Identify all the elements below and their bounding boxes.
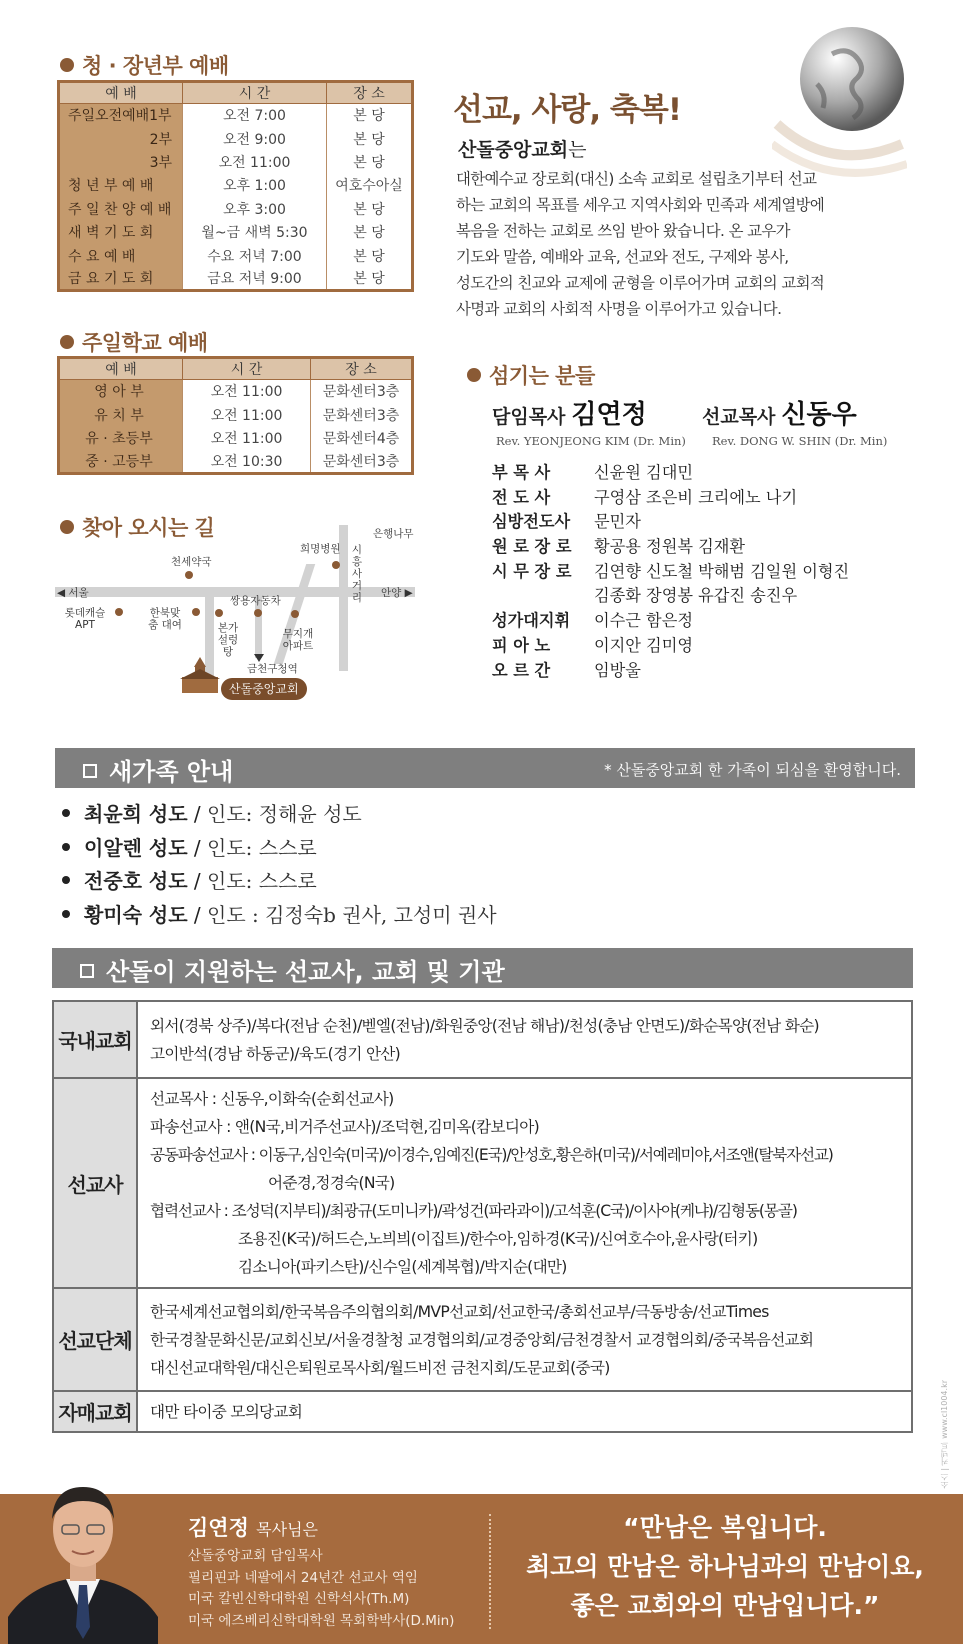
table-row: 유 · 초등부 오전 11:00 문화센터4층	[59, 426, 413, 449]
youth-worship-title: 청 · 장년부 예배	[60, 50, 229, 80]
table-row	[53, 1288, 912, 1391]
intro-headline: 선교, 사랑, 축복!	[453, 92, 681, 128]
staff-row: 김종화 장영봉 유갑진 송진우	[594, 586, 798, 606]
pastor-photo	[8, 1467, 158, 1644]
map-label-anyang: 안양 ▶	[381, 587, 413, 599]
staff-row: 전 도 사 구영삼 조은비 크리에노 나기	[492, 487, 798, 507]
senior-pastor: 담임목사 김연정	[492, 400, 647, 430]
intro-paragraph: 대한예수교 장로회(대신) 소속 교회로 설립초기부터 선교 하는 교회의 목표를 세우고 지역사회와 민족과 세계열방에 복음을 전하는 교회로 쓰임 받아 왔습니다. 온 교우가 기도와 말씀, 예배와 교육, 선교와 전도, 구제와 봉사, 성도간의 친교와 교제에 균형을 이루어가며 교회의 교회적 사명과 교회의 사회적 사명을 이루어가고 있습니다.	[456, 170, 825, 318]
map-label-church: 산돌중앙교회	[221, 678, 307, 700]
map-marker	[215, 609, 223, 617]
map-label-hanbuk: 한북맞춤 대여	[148, 607, 182, 631]
staff-title: 섬기는 분들	[467, 360, 595, 390]
map-label-ssangyong: 쌍용자동차	[230, 595, 281, 607]
bullet-dot-icon	[60, 58, 74, 72]
map-marker	[185, 571, 193, 579]
list-item: 이알렌 성도 / 인도: 스스로	[62, 832, 497, 866]
globe-icon	[772, 24, 907, 189]
map-marker	[332, 561, 340, 569]
footer-divider	[489, 1514, 491, 1629]
pastor-bio: 김연정 목사님은 산돌중앙교회 담임목사 필리핀과 네팔에서 24년간 선교사 역임 미국 칼빈신학대학원 신학석사(Th.M) 미국 에즈베리신학대학원 목회학박사(D.Min)	[188, 1512, 454, 1632]
category-sister: 자매교회	[53, 1391, 137, 1432]
new-family-bar	[55, 748, 915, 788]
footer-quote: “만남은 복입니다. 최고의 만남은 하나님과의 만남이요, 좋은 교회와의 만남입니다.”	[526, 1513, 924, 1620]
sunday-school-title: 주일학교 예배	[60, 327, 208, 357]
staff-row: 시 무 장 로 김연향 신도철 박해범 김일원 이형진	[492, 561, 850, 581]
mission-orgs: 한국세계선교협의회/한국복음주의협의회/MVP선교회/선교한국/총회선교부/극동방송/선교Times 한국경찰문화신문/교회신보/서울경찰청 교경협의회/교경중앙회/금천경찰서 교경협의회/중국복음선교회 대신선교대학원/대신은퇴원로목사회/월드비전 금천지회/도문교회(중국)	[137, 1288, 912, 1391]
category-domestic: 국내교회	[53, 1001, 137, 1078]
map-label-seoul: ◀ 서울	[57, 587, 89, 599]
staff-row: 부 목 사 신윤원 김대민	[492, 463, 693, 482]
mission-pastor: 선교목사 신동우	[702, 400, 857, 430]
map-label-lotte: 롯데캐슬 APT	[64, 607, 106, 631]
bullet-dot-icon	[60, 335, 74, 349]
table-row: 영 아 부 오전 11:00 문화센터3층	[59, 380, 413, 403]
table-row: 새 벽 기 도 회 월~금 새벽 5:30 본 당	[59, 220, 413, 243]
staff-list	[492, 459, 849, 681]
map-label-heemyung: 희명병원	[300, 543, 341, 555]
map-label-siheung: 시흥사거리	[351, 544, 363, 604]
support-bar	[52, 948, 913, 988]
staff-row: 심방전도사 문민자	[492, 512, 641, 532]
map-label-eunhaeng: 은행나무	[373, 528, 414, 540]
table-row: 2부 오전 9:00 본 당	[59, 127, 413, 150]
map-label-bonga: 본가 설렁탕	[217, 622, 239, 658]
list-item: 황미숙 성도 / 인도 : 김정숙b 권사, 고성미 권사	[62, 899, 497, 933]
table-header-row: 예 배 시 간 장 소	[59, 358, 413, 380]
table-row: 중 · 고등부 오전 10:30 문화센터3층	[59, 450, 413, 473]
sister-church: 대만 타이중 모의당교회	[137, 1391, 912, 1432]
youth-worship-table	[57, 80, 414, 292]
church-name: 산돌중앙교회	[458, 139, 569, 161]
domestic-churches: 외서(경북 상주)/복다(전남 순천)/벧엘(전남)/화원중앙(전남 해남)/천성(충남 안면도)/화순목양(전남 화순) 고이반석(경남 하동군)/육도(경기 안산)	[137, 1001, 912, 1078]
directions-title: 찾아 오시는 길	[60, 512, 214, 542]
church-building-icon	[180, 655, 220, 695]
list-item: 전중호 성도 / 인도: 스스로	[62, 865, 497, 899]
table-row: 청 년 부 예 배 오후 1:00 여호수아실	[59, 174, 413, 197]
checkbox-square-icon	[80, 964, 94, 978]
footer-banner	[0, 1494, 963, 1644]
map-label-geumcheon: 금천구청역	[247, 663, 298, 675]
support-table	[52, 1000, 913, 1433]
table-row	[53, 1391, 912, 1432]
table-row: 주 일 찬 양 예 배 오후 3:00 본 당	[59, 197, 413, 220]
list-item: 최윤희 성도 / 인도: 정해윤 성도	[62, 798, 497, 832]
credit-text: 소스 | 커넥트 www.cl1004.kr	[940, 1380, 949, 1490]
map-label-cheonse: 천세약국	[171, 556, 212, 568]
table-row: 3부 오전 11:00 본 당	[59, 150, 413, 173]
checkbox-square-icon	[83, 764, 97, 778]
staff-row: 피 아 노 이지안 김미영	[492, 635, 693, 655]
category-orgs: 선교단체	[53, 1288, 137, 1391]
staff-row: 오 르 간 임방울	[492, 660, 641, 680]
senior-pastor-english: Rev. YEONJEONG KIM (Dr. Min)	[496, 434, 686, 448]
support-title: 산돌이 지원하는 선교사, 교회 및 기관	[80, 952, 505, 987]
table-row: 유 치 부 오전 11:00 문화센터3층	[59, 403, 413, 426]
table-row	[53, 1078, 912, 1288]
new-family-note: * 산돌중앙교회 한 가족이 되심을 환영합니다.	[604, 761, 901, 779]
pastor-name: 김연정 목사님은	[188, 1516, 318, 1540]
intro-heading: 산돌중앙교회는	[458, 139, 587, 161]
map-label-mujigae: 무지개 아파트	[282, 628, 314, 652]
table-row: 금 요 기 도 회 금요 저녁 9:00 본 당	[59, 267, 413, 290]
map-marker	[291, 610, 299, 618]
arrow-down-icon	[254, 654, 264, 662]
map-marker	[192, 608, 200, 616]
mission-pastor-english: Rev. DONG W. SHIN (Dr. Min)	[712, 434, 888, 448]
directions-map	[55, 520, 430, 710]
table-row: 주일오전예배1부 오전 7:00 본 당	[59, 104, 413, 127]
staff-row: 성가대지휘 이수근 함은정	[492, 611, 693, 631]
map-marker	[115, 608, 123, 616]
map-marker	[254, 609, 262, 617]
table-row	[53, 1001, 912, 1078]
table-header-row: 예 배 시 간 장 소	[59, 82, 413, 104]
new-family-list	[62, 798, 497, 933]
missionaries: 선교목사 : 신동우,이화숙(순회선교사) 파송선교사 : 앤(N국,비거주선교사)/조덕현,김미옥(캄보디아) 공동파송선교사 : 이동구,심인숙(미국)/이경수,임예진(E국)/안성호,황은하(미국)/서예레미야,서조앤(탈북자선교) 어준경,정경숙(N국) 협력선교사 : 조성덕(지부티)/최광규(도미니카)/곽성건(파라과이)/고석훈(C국)/이사야(케냐)/김형동(몽골) 조용진(K국)/허드슨,노븨븨(이집트)/한수아,임하경(K국)/신여호수아,윤사랑(터키) 김소니아(파키스탄)/신수일(세계복협)/박지순(대만)	[137, 1078, 912, 1288]
staff-row: 원 로 장 로 황공용 정원복 김재환	[492, 537, 746, 557]
bullet-dot-icon	[467, 368, 481, 382]
category-missionaries: 선교사	[53, 1078, 137, 1288]
new-family-title: 새가족 안내	[83, 752, 233, 787]
table-row: 수 요 예 배 수요 저녁 7:00 본 당	[59, 244, 413, 267]
sunday-school-table	[57, 356, 414, 475]
